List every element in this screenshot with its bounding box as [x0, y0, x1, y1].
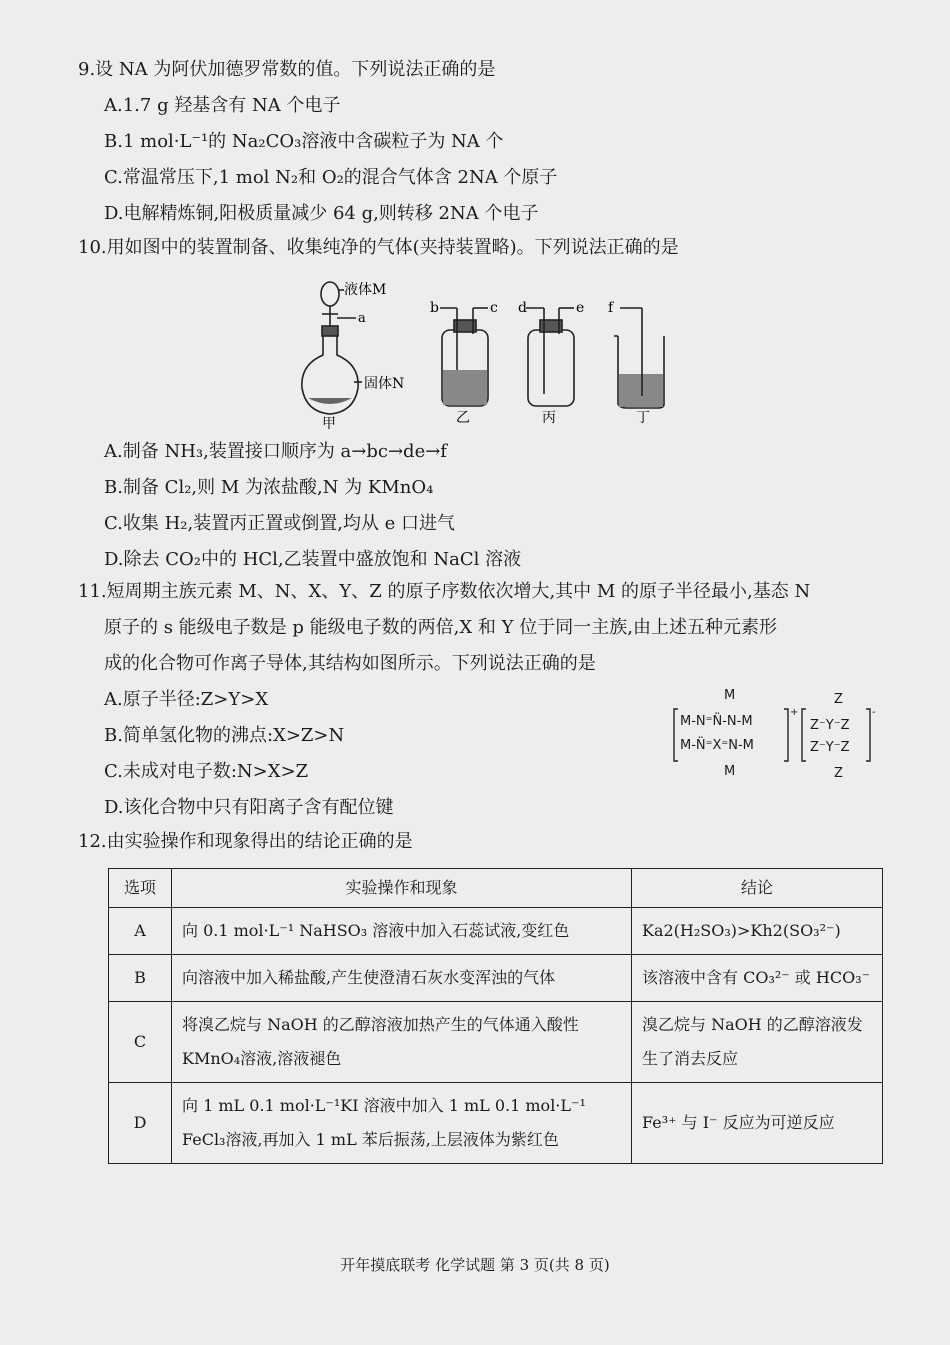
table-row — [109, 908, 883, 955]
label-d: d — [518, 300, 527, 316]
row-c-conclusion: 溴乙烷与 NaOH 的乙醇溶液发生了消去反应 — [632, 1002, 883, 1083]
row-a-operation: 向 0.1 mol·L⁻¹ NaHSO₃ 溶液中加入石蕊试液,变红色 — [172, 908, 632, 955]
label-a: a — [358, 311, 366, 326]
cation-line-4: M — [724, 764, 736, 779]
q9-stem: 9.设 NA 为阿伏加德罗常数的值。下列说法正确的是 — [78, 59, 496, 80]
label-solid-n: 固体N — [364, 376, 405, 392]
header-operation: 实验操作和现象 — [172, 869, 632, 908]
apparatus-jia — [302, 282, 362, 414]
row-c-operation: 将溴乙烷与 NaOH 的乙醇溶液加热产生的气体通入酸性 KMnO₄溶液,溶液褪色 — [172, 1002, 632, 1083]
q10-option-d: D.除去 CO₂中的 HCl,乙装置中盛放饱和 NaCl 溶液 — [104, 549, 522, 570]
cation-line-3: M-N̈⁼X⁼N-M — [680, 738, 754, 753]
table-row — [109, 1083, 883, 1164]
q9-option-b: B.1 mol·L⁻¹的 Na₂CO₃溶液中含碳粒子为 NA 个 — [104, 131, 504, 152]
label-jia: 甲 — [322, 416, 336, 430]
q11-option-a: A.原子半径:Z>Y>X — [104, 689, 269, 710]
q11-option-c: C.未成对电子数:N>X>Z — [104, 761, 309, 782]
q9-option-a: A.1.7 g 羟基含有 NA 个电子 — [104, 95, 341, 116]
header-conclusion: 结论 — [632, 869, 883, 908]
row-d-operation: 向 1 mL 0.1 mol·L⁻¹KI 溶液中加入 1 mL 0.1 mol·L⁻¹ FeCl₃溶液,再加入 1 mL 苯后振荡,上层液体为紫红色 — [172, 1083, 632, 1164]
q11-stem-line-3: 成的化合物可作离子导体,其结构如图所示。下列说法正确的是 — [104, 653, 596, 674]
header-option: 选项 — [109, 869, 172, 908]
page-footer: 开年摸底联考 化学试题 第 3 页(共 8 页) — [340, 1256, 610, 1274]
anion-line-1: Z — [834, 692, 843, 707]
table-header-row — [109, 869, 883, 908]
q11-option-b: B.简单氢化物的沸点:X>Z>N — [104, 725, 345, 746]
q11-option-d: D.该化合物中只有阳离子含有配位键 — [104, 797, 394, 818]
label-liquid-m: 液体M — [344, 282, 387, 298]
label-f: f — [608, 300, 614, 316]
apparatus-yi — [440, 308, 488, 406]
row-d-conclusion: Fe³⁺ 与 I⁻ 反应为可逆反应 — [632, 1083, 883, 1164]
cation-line-2: M-N⁼N̈-N-M — [680, 714, 753, 729]
row-d-option: D — [109, 1083, 172, 1164]
cation-charge: + — [790, 707, 799, 718]
label-bing: 丙 — [542, 410, 556, 426]
q12-stem: 12.由实验操作和现象得出的结论正确的是 — [78, 831, 413, 852]
q9-option-d: D.电解精炼铜,阳极质量减少 64 g,则转移 2NA 个电子 — [104, 203, 539, 224]
q10-option-b: B.制备 Cl₂,则 M 为浓盐酸,N 为 KMnO₄ — [104, 477, 434, 498]
anion-line-4: Z — [834, 766, 843, 781]
row-b-conclusion: 该溶液中含有 CO₃²⁻ 或 HCO₃⁻ — [632, 955, 883, 1002]
q10-stem: 10.用如图中的装置制备、收集纯净的气体(夹持装置略)。下列说法正确的是 — [78, 237, 679, 258]
row-a-conclusion: Ka2(H₂SO₃)>Kh2(SO₃²⁻) — [632, 908, 883, 955]
q9-option-c: C.常温常压下,1 mol N₂和 O₂的混合气体含 2NA 个原子 — [104, 167, 558, 188]
label-c: c — [490, 300, 498, 316]
q11-stem-line-2: 原子的 s 能级电子数是 p 能级电子数的两倍,X 和 Y 位于同一主族,由上述五种元素形 — [104, 617, 777, 638]
q10-option-c: C.收集 H₂,装置丙正置或倒置,均从 e 口进气 — [104, 513, 456, 534]
apparatus-bing — [526, 308, 574, 406]
ionic-structure-figure — [672, 685, 882, 785]
row-b-operation: 向溶液中加入稀盐酸,产生使澄清石灰水变浑浊的气体 — [172, 955, 632, 1002]
q11-stem-line-1: 11.短周期主族元素 M、N、X、Y、Z 的原子序数依次增大,其中 M 的原子半径最小,基态 N — [78, 581, 811, 602]
label-ding: 丁 — [636, 410, 650, 426]
row-c-option: C — [109, 1002, 172, 1083]
experiment-table — [108, 868, 883, 1164]
row-a-option: A — [109, 908, 172, 955]
label-yi: 乙 — [456, 410, 470, 426]
apparatus-ding — [614, 308, 664, 408]
anion-line-3: Z⁻Y⁻Z — [810, 740, 850, 755]
q10-option-a: A.制备 NH₃,装置接口顺序为 a→bc→de→f — [104, 441, 447, 462]
row-b-option: B — [109, 955, 172, 1002]
table-row — [109, 1002, 883, 1083]
anion-charge: - — [872, 707, 876, 718]
anion-line-2: Z⁻Y⁻Z — [810, 718, 850, 733]
label-b: b — [430, 300, 439, 316]
cation-line-1: M — [724, 688, 736, 703]
apparatus-figure — [292, 270, 692, 430]
label-e: e — [576, 300, 585, 316]
table-row — [109, 955, 883, 1002]
